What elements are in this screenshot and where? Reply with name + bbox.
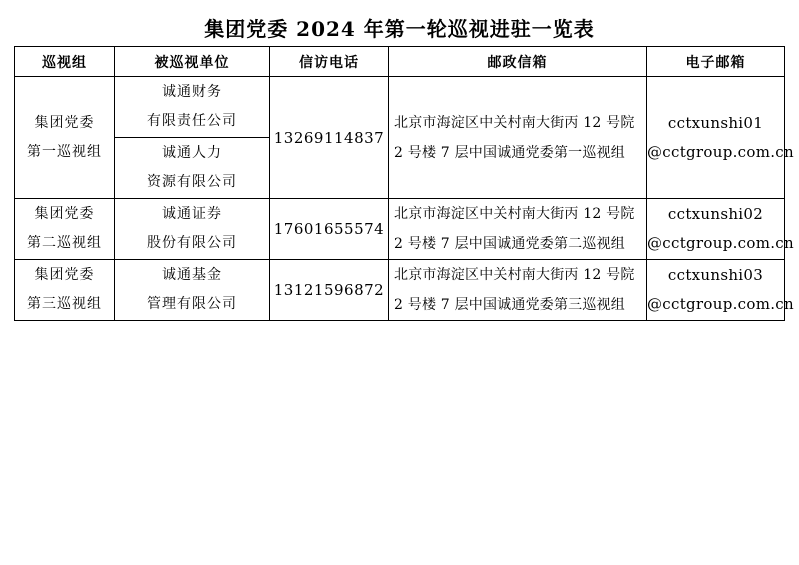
cell-inspected-unit (115, 199, 270, 260)
address-line: 北京市海淀区中关村南大街丙 12 号院 (394, 114, 635, 131)
cell-petition-phone: 17601655574 (270, 199, 389, 260)
cell-email (647, 77, 794, 199)
unit-name-line: 管理有限公司 (147, 296, 237, 312)
group-name-line: 第二巡视组 (27, 235, 102, 251)
col-header-po-box: 邮政信箱 (389, 47, 647, 77)
unit-name-line: 诚通人力 (162, 145, 222, 161)
email-line: @cctgroup.com.cn (647, 142, 794, 161)
email-line: cctxunshi01 (667, 113, 764, 132)
address-line: 2 号楼 7 层中国诚通党委第二巡视组 (394, 236, 625, 252)
cell-email (647, 260, 794, 321)
email-line: @cctgroup.com.cn (647, 295, 794, 313)
unit-name-line: 股份有限公司 (147, 235, 237, 251)
table-row (15, 77, 785, 138)
col-header-inspection-group: 巡视组 (15, 47, 115, 77)
group-name-line: 集团党委 (34, 267, 95, 283)
inspection-table (14, 46, 794, 321)
cell-petition-phone: 13269114837 (270, 77, 389, 199)
unit-name-line: 资源有限公司 (147, 174, 237, 190)
table-row (15, 260, 785, 321)
cell-inspection-group (15, 77, 115, 199)
email-line: @cctgroup.com.cn (647, 234, 794, 252)
group-name-line: 集团党委 (34, 114, 95, 131)
unit-name-line: 诚通基金 (162, 267, 222, 283)
email-line: cctxunshi03 (667, 266, 764, 284)
group-name-line: 集团党委 (34, 206, 95, 222)
cell-po-box-address (389, 77, 647, 199)
col-header-email: 电子邮箱 (647, 47, 785, 77)
cell-inspection-group (15, 260, 115, 321)
group-name-line: 第三巡视组 (27, 296, 102, 312)
cell-inspection-group (15, 199, 115, 260)
unit-name-line: 诚通财务 (162, 84, 222, 100)
col-header-petition-phone: 信访电话 (270, 47, 389, 77)
address-line: 北京市海淀区中关村南大街丙 12 号院 (394, 206, 635, 222)
group-name-line: 第一巡视组 (27, 143, 102, 160)
cell-inspected-unit (115, 138, 270, 199)
email-line: cctxunshi02 (667, 205, 764, 223)
cell-inspected-unit (115, 260, 270, 321)
address-line: 2 号楼 7 层中国诚通党委第三巡视组 (394, 297, 625, 313)
cell-po-box-address (389, 260, 647, 321)
address-line: 2 号楼 7 层中国诚通党委第一巡视组 (394, 144, 625, 161)
col-header-inspected-unit: 被巡视单位 (115, 47, 270, 77)
address-line: 北京市海淀区中关村南大街丙 12 号院 (394, 267, 635, 283)
cell-inspected-unit (115, 77, 270, 138)
cell-po-box-address (389, 199, 647, 260)
table-header-row (15, 47, 785, 77)
unit-name-line: 有限责任公司 (147, 113, 237, 129)
cell-petition-phone: 13121596872 (270, 260, 389, 321)
cell-email (647, 199, 794, 260)
page-title: 集团党委 2024 年第一轮巡视进驻一览表 (204, 17, 595, 41)
table-row (15, 199, 785, 260)
unit-name-line: 诚通证券 (162, 206, 222, 222)
